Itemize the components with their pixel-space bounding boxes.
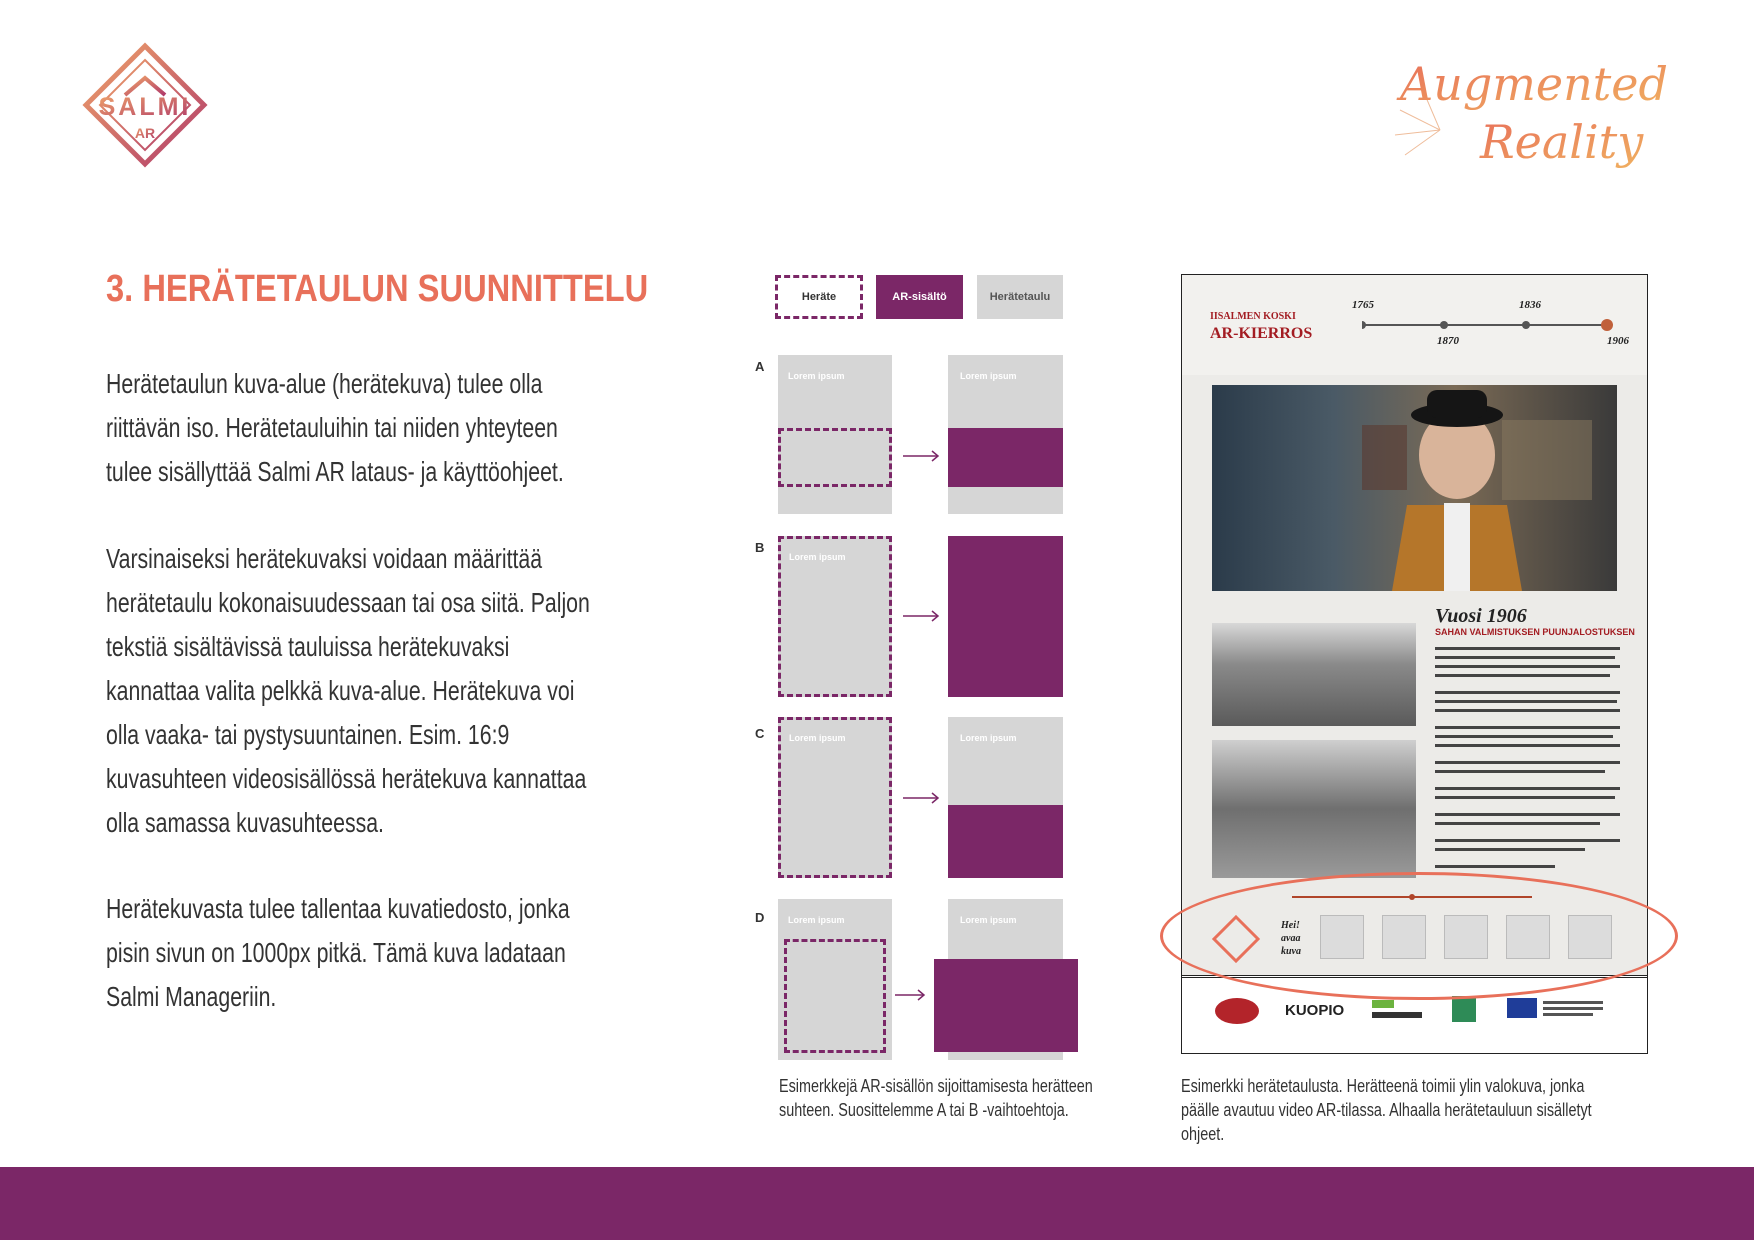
example-b-trigger [778,536,892,697]
page-title: 3. HERÄTETAULUN SUUNNITTELU [106,268,649,310]
eu-logo-icon [1507,996,1607,1022]
lorem-text: Lorem ipsum [960,915,1017,925]
board-text-line [1435,691,1620,694]
example-d-ar-content [934,959,1078,1052]
lorem-text: Lorem ipsum [789,552,846,562]
lorem-text: Lorem ipsum [788,371,845,381]
board-text-line [1435,761,1620,764]
row-label-a: A [755,359,765,374]
row-label-d: D [755,910,765,925]
man-portrait-image [1212,385,1617,591]
svg-text:AR: AR [134,125,156,141]
legend-heratetaulu: Herätetaulu [977,275,1063,319]
iisalmi-badge-icon [1214,996,1260,1026]
board-header [1182,275,1647,375]
arrow-right-icon [895,989,935,1001]
example-a-ar-content [948,428,1063,487]
board-text-line [1435,674,1610,677]
board-text-line [1435,656,1615,659]
timeline-year: 1870 [1437,335,1459,347]
instruction-title: Hei! avaa kuva [1281,920,1301,957]
row-label-b: B [755,540,765,555]
lorem-text: Lorem ipsum [789,733,846,743]
example-b-ar-content [948,536,1063,697]
flag-logo-icon [1452,996,1476,1022]
paragraph-1: Herätetaulun kuva-alue (herätekuva) tulee olla riittävän iso. Herätetauluihin tai niiden yhteyteen tulee sisällyttää Salmi AR lataus- ja käyttöohjeet. [106,368,564,487]
board-brand-top: IISALMEN KOSKI [1210,311,1296,322]
board-text-line [1435,822,1600,825]
board-text-line [1435,865,1555,868]
board-text-line [1435,744,1620,747]
legend-herate: Heräte [775,275,863,319]
lorem-text: Lorem ipsum [788,915,845,925]
timeline-year: 1765 [1352,299,1374,311]
board-text-line [1435,839,1620,842]
paragraph-3: Herätekuvasta tulee tallentaa kuvatiedosto, jonka pisin sivun on 1000px pitkä. Tämä kuva ladataan Salmi Manageriin. [106,893,570,1012]
footer-bar [0,1167,1754,1240]
board-text-line [1435,647,1620,650]
board-text-line [1435,770,1605,773]
board-brand-title: AR-KIERROS [1210,325,1313,342]
board-subheading: SAHAN VALMISTUKSEN PUUNJALOSTUKSEN [1435,627,1635,637]
timeline [1362,315,1622,335]
caption-example-board: Esimerkki herätetaulusta. Herätteenä toimii ylin valokuva, jonka päälle avautuu video AR-tilassa. Alhaalla herätetauluun sisälletyt ohjeet. [1181,1076,1592,1144]
lorem-text: Lorem ipsum [960,733,1017,743]
salmi-ar-logo [80,40,210,170]
augmented-reality-logo [1380,40,1680,180]
leader-logo-icon [1372,998,1426,1024]
main-photo-trigger [1212,385,1617,591]
timeline-year: 1906 [1607,335,1629,347]
timeline-year: 1836 [1519,299,1541,311]
legend-ar-content: AR-sisältö [876,275,963,319]
svg-text:SALMI: SALMI [98,93,192,121]
historic-photo-1 [1212,623,1416,726]
historic-photo-2 [1212,740,1416,878]
board-text-line [1435,709,1620,712]
example-c-trigger [778,717,892,878]
svg-text:Reality: Reality [1480,115,1644,169]
caption-examples: Esimerkkejä AR-sisällön sijoittamisesta herätteen suhteen. Suosittelemme A tai B -vaihtoehtoja. [779,1076,1093,1120]
svg-text:Augmented: Augmented [1400,57,1668,111]
board-text-line [1435,813,1620,816]
board-text-line [1435,796,1615,799]
board-text-line [1435,665,1620,668]
paragraph-2: Varsinaiseksi herätekuvaksi voidaan määrittää herätetaulu kokonaisuudessaan tai osa siitä. Paljon tekstiä sisältävissä tauluissa herätekuvaksi kannattaa valita pelkkä kuva-alue. Herätekuva voi olla vaaka- tai pystysuuntainen. Esim. 16:9 kuvasuhteen videosisällössä herätekuva kannattaa olla samassa kuvasuhteessa. [106,543,590,838]
example-a-trigger [778,428,892,487]
lorem-text: Lorem ipsum [960,371,1017,381]
kuopio-logo: KUOPIO [1285,1002,1345,1019]
board-text-line [1435,787,1620,790]
board-text-line [1435,726,1620,729]
arrow-right-icon [903,610,943,622]
row-label-c: C [755,726,765,741]
board-text-line [1435,848,1585,851]
arrow-right-icon [903,450,943,462]
example-c-ar-content [948,805,1063,878]
board-text-line [1435,700,1617,703]
arrow-right-icon [903,792,943,804]
board-year-heading: Vuosi 1906 [1435,605,1527,627]
example-d-trigger [784,939,886,1053]
board-text-line [1435,735,1613,738]
instructions-highlight-ellipse [1160,872,1678,1000]
